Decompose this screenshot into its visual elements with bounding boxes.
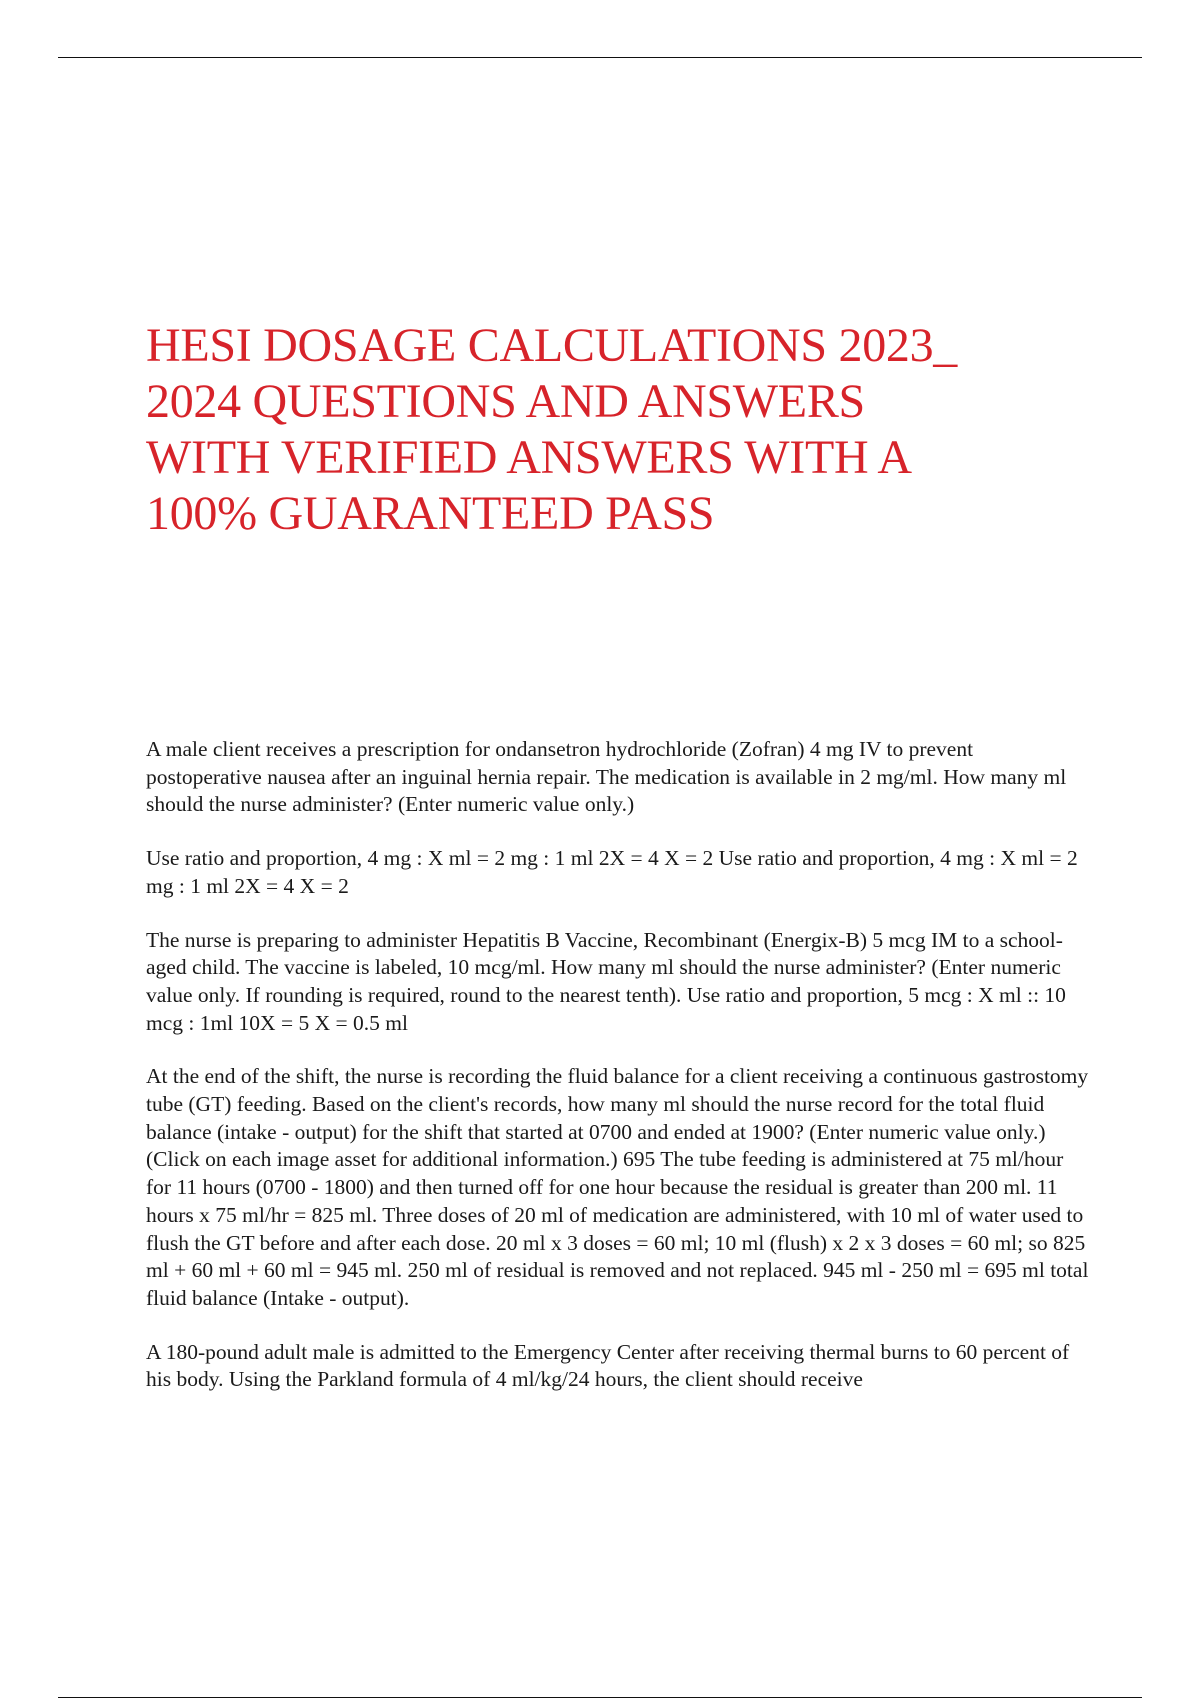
title-line: 100% GUARANTEED PASS bbox=[146, 487, 715, 540]
answer-zofran: Use ratio and proportion, 4 mg : X ml = 2 mg : 1 ml 2X = 4 X = 2 Use ratio and proportion, 4 mg : X ml = 2 mg : 1 ml 2X = 4 X = 2 bbox=[146, 846, 1078, 898]
question-parkland: A 180-pound adult male is admitted to the Emergency Center after receiving thermal burns to 60 percent of his body. Using the Parkland formula of 4 ml/kg/24 hours, the client should receive bbox=[146, 1339, 1070, 1392]
question-zofran: A male client receives a prescription for ondansetron hydrochloride (Zofran) 4 mg IV to prevent postoperative nausea after an inguinal hernia repair. The medication is available in 2 mg/ml. How many ml should the nurse administer? (Enter numeric value only.) bbox=[146, 737, 1067, 817]
question-hepatitis-b: The nurse is preparing to administer Hepatitis B Vaccine, Recombinant (Energix-B) 5 mcg IM to a school-aged child. The vaccine is labeled, 10 mcg/ml. How many ml should the nurse administer? (Enter numeric value only. If rounding is required, round to the nearest tenth). Use ratio and proportion, 5 mcg : X ml :: 10 mcg : 1ml 10X = 5 X = 0.5 ml bbox=[146, 927, 1066, 1035]
document-body bbox=[146, 736, 1091, 1420]
question-fluid-balance: At the end of the shift, the nurse is recording the fluid balance for a client receiving a continuous gastrostomy tube (GT) feeding. Based on the client's records, how many ml should the nurse record for the total fluid balance (intake - output) for the shift that started at 0700 and ended at 1900? (Enter numeric value only.) (Click on each image asset for additional information.) 695 The tube feeding is administered at 75 ml/hour for 11 hours (0700 - 1800) and then turned off for one hour because the residual is greater than 200 ml. 11 hours x 75 ml/hr = 825 ml. Three doses of 20 ml of medication are administered, with 10 ml of water used to flush the GT before and after each dose. 20 ml x 3 doses = 60 ml; 10 ml (flush) x 2 x 3 doses = 60 ml; so 825 ml + 60 ml + 60 ml = 945 ml. 250 ml of residual is removed and not replaced. 945 ml - 250 ml = 695 ml total fluid balance (Intake - output). bbox=[146, 1064, 1089, 1310]
document-title bbox=[146, 318, 1076, 542]
top-rule bbox=[58, 57, 1142, 58]
title-line: WITH VERIFIED ANSWERS WITH A bbox=[146, 431, 912, 484]
title-line: 2024 QUESTIONS AND ANSWERS bbox=[146, 375, 865, 428]
title-line: HESI DOSAGE CALCULATIONS 2023_ bbox=[146, 319, 958, 372]
bottom-rule bbox=[58, 1697, 1142, 1698]
